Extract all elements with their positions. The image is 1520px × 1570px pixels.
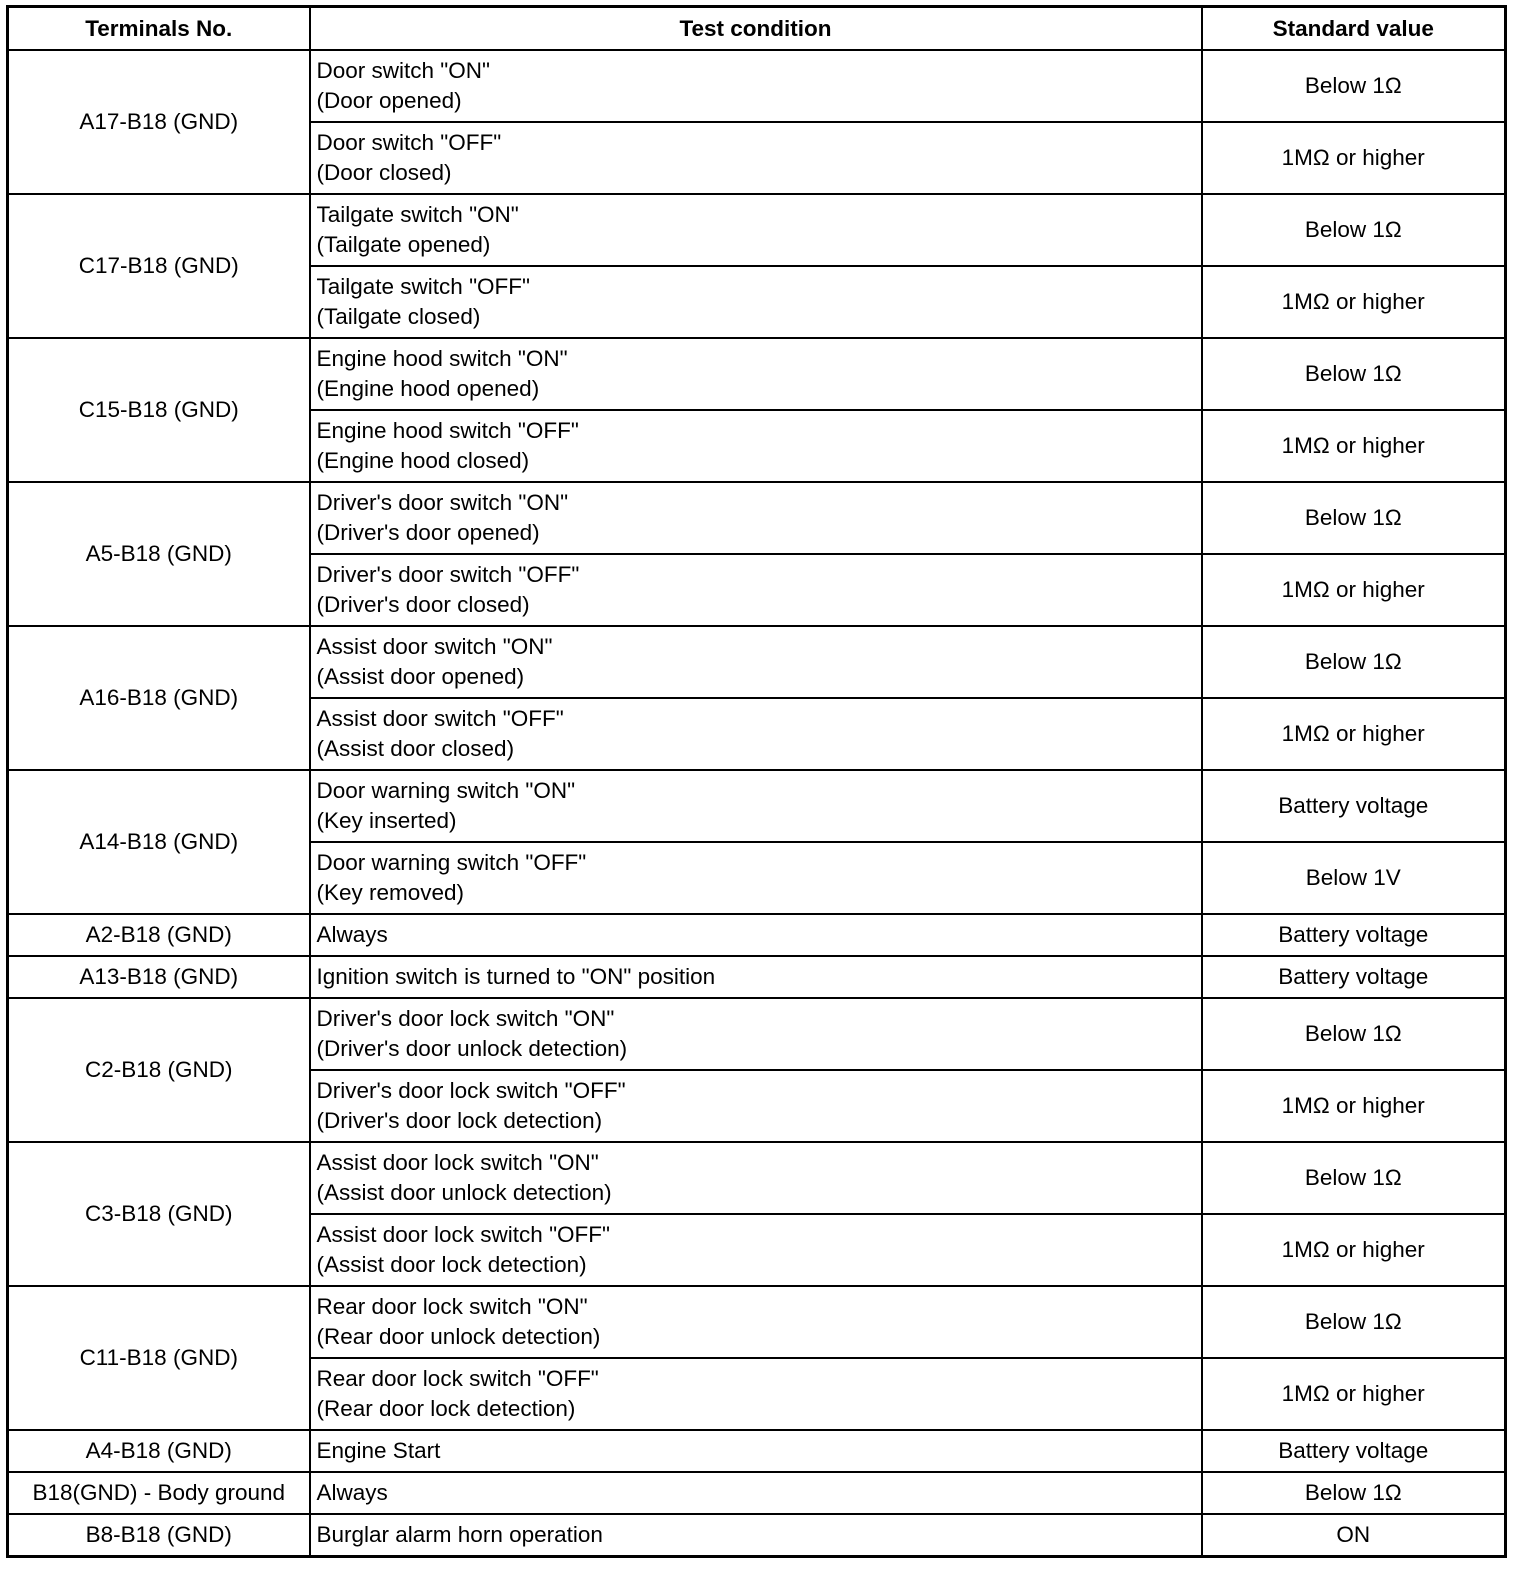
table-header-row [8, 7, 1506, 51]
standard-value-cell: Below 1Ω [1202, 482, 1506, 554]
standard-value-cell: 1MΩ or higher [1202, 1070, 1506, 1142]
test-condition-cell [310, 1514, 1202, 1557]
table-row [8, 50, 1506, 122]
table-row [8, 1286, 1506, 1358]
condition-line-2: (Door opened) [316, 88, 462, 113]
condition-line-1: Ignition switch is turned to "ON" position [316, 964, 716, 989]
condition-line-1: Door warning switch "ON" [316, 778, 576, 803]
test-condition-cell [310, 698, 1202, 770]
condition-line-1: Driver's door lock switch "ON" [316, 1006, 615, 1031]
test-condition-cell [310, 338, 1202, 410]
condition-line-1: Assist door lock switch "ON" [316, 1150, 599, 1175]
condition-line-1: Engine hood switch "OFF" [316, 418, 579, 443]
condition-line-2: (Driver's door closed) [316, 592, 530, 617]
condition-line-1: Rear door lock switch "OFF" [316, 1366, 599, 1391]
table-row [8, 1430, 1506, 1472]
condition-line-1: Door warning switch "OFF" [316, 850, 587, 875]
terminal-cell: C17-B18 (GND) [8, 194, 310, 338]
terminal-cell: C15-B18 (GND) [8, 338, 310, 482]
standard-value-cell: 1MΩ or higher [1202, 1214, 1506, 1286]
table-row [8, 770, 1506, 842]
standard-value-cell: Battery voltage [1202, 770, 1506, 842]
condition-line-1: Door switch "OFF" [316, 130, 502, 155]
test-condition-cell [310, 410, 1202, 482]
standard-value-cell: Below 1V [1202, 842, 1506, 914]
condition-line-1: Tailgate switch "ON" [316, 202, 519, 227]
standard-value-cell: 1MΩ or higher [1202, 410, 1506, 482]
standard-value-cell: Below 1Ω [1202, 1472, 1506, 1514]
terminal-cell: B8-B18 (GND) [8, 1514, 310, 1557]
condition-line-2: (Driver's door lock detection) [316, 1108, 603, 1133]
test-condition-cell [310, 1286, 1202, 1358]
table-body [8, 50, 1506, 1557]
standard-value-cell: Below 1Ω [1202, 50, 1506, 122]
terminal-cell: C11-B18 (GND) [8, 1286, 310, 1430]
test-condition-cell [310, 998, 1202, 1070]
condition-line-1: Always [316, 922, 388, 947]
test-condition-cell [310, 554, 1202, 626]
standard-value-cell: Below 1Ω [1202, 626, 1506, 698]
table-row [8, 194, 1506, 266]
condition-line-1: Assist door lock switch "OFF" [316, 1222, 611, 1247]
standard-value-cell: Below 1Ω [1202, 338, 1506, 410]
condition-line-1: Assist door switch "OFF" [316, 706, 564, 731]
standard-value-cell: Battery voltage [1202, 1430, 1506, 1472]
test-condition-cell [310, 1142, 1202, 1214]
table-row [8, 998, 1506, 1070]
test-condition-cell [310, 626, 1202, 698]
terminal-test-table [6, 5, 1507, 1558]
condition-line-2: (Engine hood opened) [316, 376, 540, 401]
standard-value-cell: Battery voltage [1202, 914, 1506, 956]
condition-line-2: (Driver's door opened) [316, 520, 540, 545]
test-condition-cell [310, 770, 1202, 842]
terminal-cell: C3-B18 (GND) [8, 1142, 310, 1286]
terminal-cell: A17-B18 (GND) [8, 50, 310, 194]
condition-line-2: (Rear door lock detection) [316, 1396, 576, 1421]
table-row [8, 914, 1506, 956]
condition-line-1: Driver's door lock switch "OFF" [316, 1078, 626, 1103]
test-condition-cell [310, 1070, 1202, 1142]
header-terminals: Terminals No. [8, 7, 310, 51]
standard-value-cell: Battery voltage [1202, 956, 1506, 998]
condition-line-1: Burglar alarm horn operation [316, 1522, 603, 1547]
condition-line-2: (Rear door unlock detection) [316, 1324, 601, 1349]
terminal-cell: A13-B18 (GND) [8, 956, 310, 998]
table-row [8, 1472, 1506, 1514]
terminal-cell: B18(GND) - Body ground [8, 1472, 310, 1514]
standard-value-cell: 1MΩ or higher [1202, 554, 1506, 626]
standard-value-cell: Below 1Ω [1202, 998, 1506, 1070]
test-condition-cell [310, 1214, 1202, 1286]
condition-line-2: (Key inserted) [316, 808, 457, 833]
table-row [8, 1514, 1506, 1557]
condition-line-1: Rear door lock switch "ON" [316, 1294, 588, 1319]
standard-value-cell: Below 1Ω [1202, 194, 1506, 266]
condition-line-2: (Assist door opened) [316, 664, 525, 689]
test-condition-cell [310, 194, 1202, 266]
condition-line-1: Engine Start [316, 1438, 441, 1463]
test-condition-cell [310, 1472, 1202, 1514]
condition-line-1: Assist door switch "ON" [316, 634, 553, 659]
standard-value-cell: 1MΩ or higher [1202, 698, 1506, 770]
condition-line-1: Always [316, 1480, 388, 1505]
condition-line-1: Driver's door switch "ON" [316, 490, 569, 515]
standard-value-cell: Below 1Ω [1202, 1142, 1506, 1214]
table-row [8, 956, 1506, 998]
terminal-cell: C2-B18 (GND) [8, 998, 310, 1142]
condition-line-2: (Assist door closed) [316, 736, 515, 761]
standard-value-cell: ON [1202, 1514, 1506, 1557]
condition-line-1: Door switch "ON" [316, 58, 491, 83]
condition-line-1: Tailgate switch "OFF" [316, 274, 531, 299]
test-condition-cell [310, 1430, 1202, 1472]
condition-line-2: (Assist door unlock detection) [316, 1180, 612, 1205]
condition-line-1: Engine hood switch "ON" [316, 346, 568, 371]
table-row [8, 338, 1506, 410]
test-condition-cell [310, 122, 1202, 194]
test-condition-cell [310, 266, 1202, 338]
condition-line-2: (Engine hood closed) [316, 448, 530, 473]
test-condition-cell [310, 956, 1202, 998]
test-condition-cell [310, 1358, 1202, 1430]
condition-line-2: (Tailgate opened) [316, 232, 491, 257]
terminal-cell: A5-B18 (GND) [8, 482, 310, 626]
standard-value-cell: 1MΩ or higher [1202, 266, 1506, 338]
header-standard-value: Standard value [1202, 7, 1506, 51]
terminal-cell: A14-B18 (GND) [8, 770, 310, 914]
condition-line-1: Driver's door switch "OFF" [316, 562, 580, 587]
condition-line-2: (Door closed) [316, 160, 452, 185]
terminal-cell: A2-B18 (GND) [8, 914, 310, 956]
table-row [8, 1142, 1506, 1214]
standard-value-cell: 1MΩ or higher [1202, 122, 1506, 194]
table-row [8, 626, 1506, 698]
condition-line-2: (Tailgate closed) [316, 304, 481, 329]
test-condition-cell [310, 914, 1202, 956]
test-condition-cell [310, 842, 1202, 914]
test-condition-cell [310, 482, 1202, 554]
terminal-cell: A16-B18 (GND) [8, 626, 310, 770]
test-condition-cell [310, 50, 1202, 122]
condition-line-2: (Driver's door unlock detection) [316, 1036, 628, 1061]
header-test-condition: Test condition [310, 7, 1202, 51]
standard-value-cell: Below 1Ω [1202, 1286, 1506, 1358]
condition-line-2: (Key removed) [316, 880, 465, 905]
terminal-cell: A4-B18 (GND) [8, 1430, 310, 1472]
standard-value-cell: 1MΩ or higher [1202, 1358, 1506, 1430]
table-row [8, 482, 1506, 554]
condition-line-2: (Assist door lock detection) [316, 1252, 587, 1277]
